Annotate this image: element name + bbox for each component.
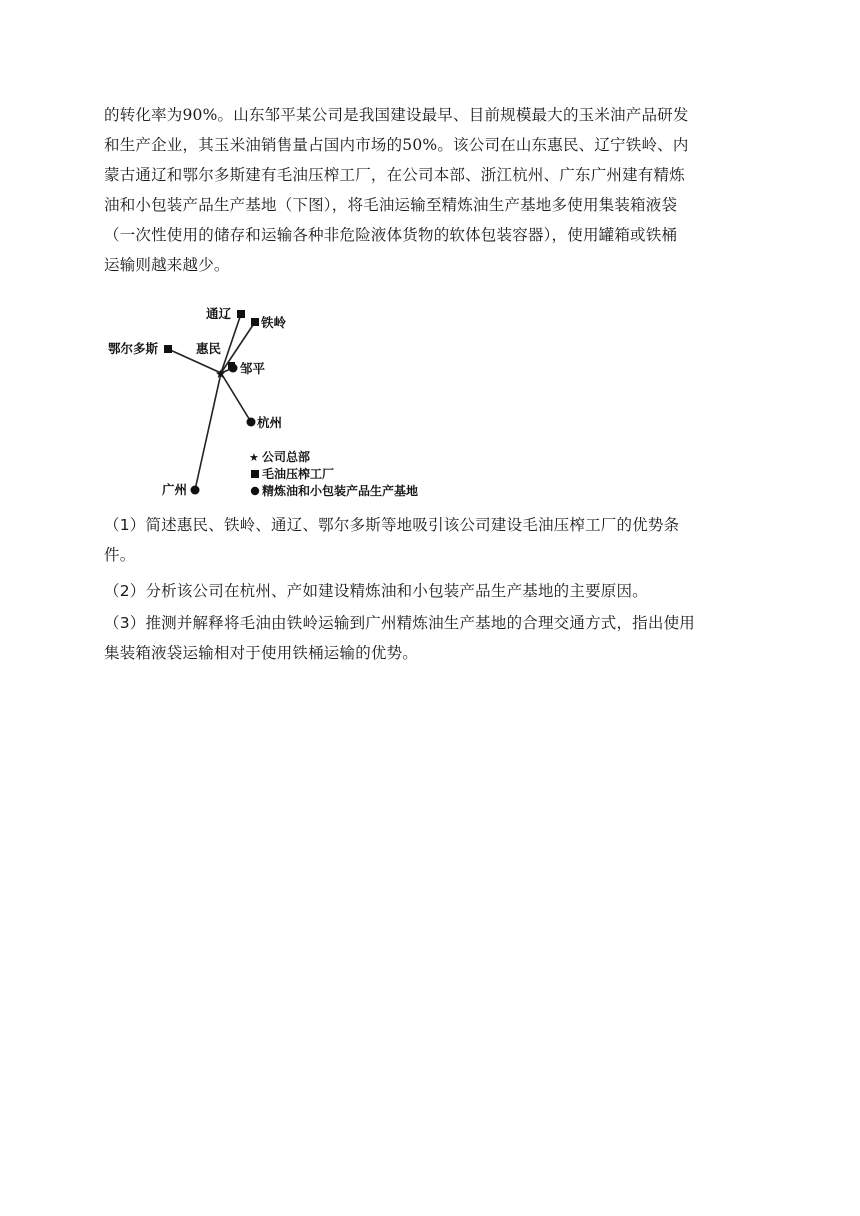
intro-line: 蒙古通辽和鄂尔多斯建有毛油压榨工厂，在公司本部、浙江杭州、广东广州建有精炼	[104, 166, 685, 184]
question-line: （3）推测并解释将毛油由铁岭运输到广州精炼油生产基地的合理交通方式，指出使用	[104, 614, 695, 632]
base-marker-hangzhou	[247, 418, 256, 427]
legend-square-icon	[251, 470, 259, 478]
intro-line: 和生产企业，其玉米油销售量占国内市场的50%。该公司在山东惠民、辽宁铁岭、内	[104, 136, 689, 154]
question-line: 集装箱液袋运输相对于使用铁桶运输的优势。	[104, 644, 419, 662]
intro-paragraph	[104, 100, 754, 280]
label-huimin: 惠民	[196, 341, 222, 356]
label-zouping: 邹平	[240, 361, 266, 376]
question-line: 件。	[104, 546, 136, 564]
hq-star-icon: ★	[215, 367, 226, 381]
label-guangzhou: 广州	[162, 482, 188, 497]
label-hangzhou: 杭州	[257, 415, 283, 430]
label-tieling: 铁岭	[261, 315, 287, 330]
legend-star-icon: ★	[249, 451, 259, 464]
label-tongliao: 通辽	[206, 306, 232, 321]
legend-hq-label: 公司总部	[262, 450, 311, 464]
legend-circle-icon	[251, 487, 259, 495]
intro-line: 的转化率为90%。山东邹平某公司是我国建设最早、目前规模最大的玉米油产品研发	[104, 106, 689, 124]
question-line: （1）简述惠民、铁岭、通辽、鄂尔多斯等地吸引该公司建设毛油压榨工厂的优势条	[104, 516, 680, 534]
factory-marker-tieling	[251, 318, 259, 326]
question-line: （2）分析该公司在杭州、产如建设精炼油和小包装产品生产基地的主要原因。	[104, 582, 648, 600]
intro-line: 油和小包装产品生产基地（下图），将毛油运输至精炼油生产基地多使用集装箱液袋	[104, 196, 678, 214]
factory-marker-tongliao	[237, 310, 245, 318]
legend-factory-label: 毛油压榨工厂	[262, 467, 335, 481]
company-location-map	[100, 300, 460, 508]
base-marker-zouping	[229, 364, 238, 373]
question-3	[104, 608, 754, 668]
label-eerduosi: 鄂尔多斯	[108, 341, 159, 356]
legend-base-label: 精炼油和小包装产品生产基地	[262, 484, 419, 498]
base-marker-guangzhou	[191, 486, 200, 495]
question-2	[104, 576, 754, 606]
route-line	[195, 373, 221, 490]
question-1	[104, 510, 754, 570]
intro-line: （一次性使用的储存和运输各种非危险液体货物的软体包装容器），使用罐箱或铁桶	[104, 226, 678, 244]
factory-marker-eerduosi	[164, 345, 172, 353]
map-legend	[249, 449, 418, 498]
intro-line: 运输则越来越少。	[104, 256, 230, 274]
